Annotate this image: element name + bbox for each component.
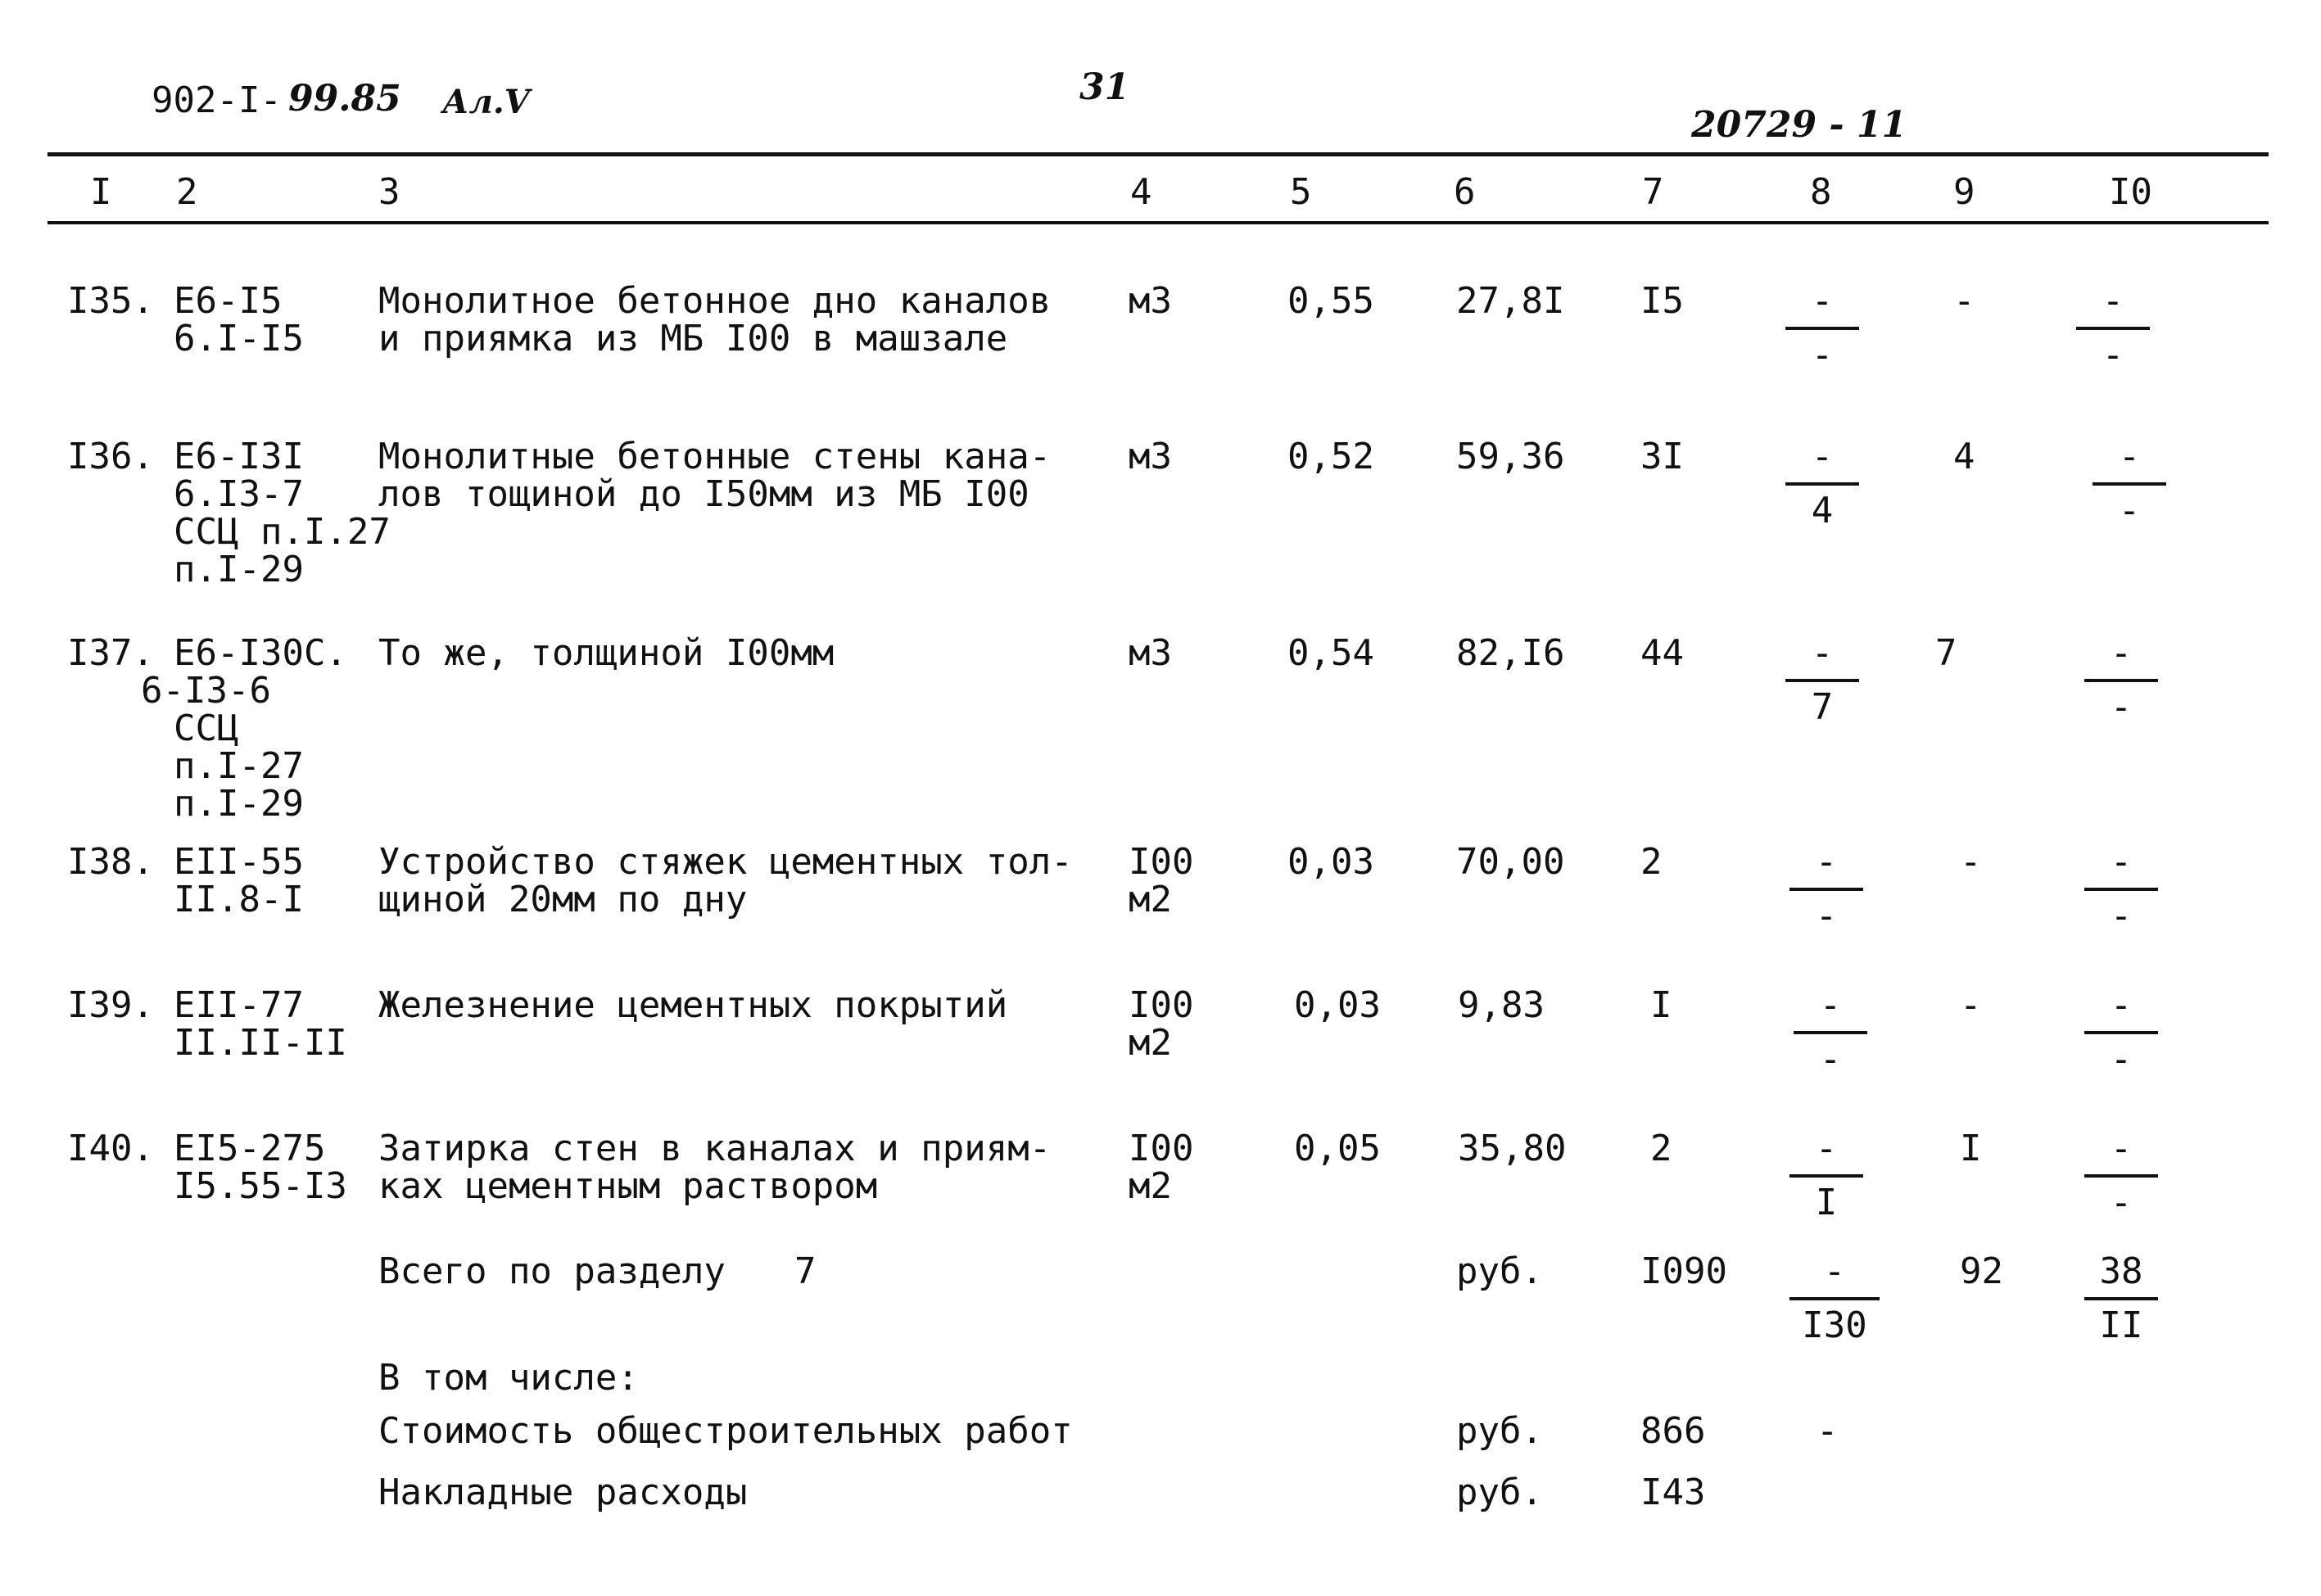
total-cost: I <box>1650 984 1672 1026</box>
price-code: п.I-27 <box>174 745 304 787</box>
unit: м3 <box>1129 632 1172 674</box>
col8-fraction <box>1785 632 1859 728</box>
total-cost: 44 <box>1640 632 1684 674</box>
row-number: I35. <box>67 280 154 322</box>
col8-fraction <box>1785 438 1859 530</box>
unit: м3 <box>1129 280 1172 322</box>
fraction-numerator: - <box>1815 841 1838 883</box>
col9-value: I <box>1960 1128 1982 1169</box>
column-header: 3 <box>378 171 400 213</box>
section-col9-value: 92 <box>1960 1250 2003 1292</box>
price-code: Е6-I5 <box>174 280 283 322</box>
column-header: I0 <box>2109 171 2152 213</box>
price-code: ЕII-77 <box>174 984 304 1026</box>
fraction-numerator: - <box>2110 1128 2133 1169</box>
unit-price: 27,8I <box>1456 280 1565 322</box>
fraction-denominator: - <box>1815 895 1838 937</box>
fraction-bar <box>2084 1297 2158 1300</box>
section-total-cost: I090 <box>1640 1250 1727 1292</box>
price-code: ССЦ <box>174 708 239 749</box>
fraction-bar <box>1785 327 1859 330</box>
unit-price: 59,36 <box>1456 436 1565 477</box>
unit-price: 82,I6 <box>1456 632 1565 674</box>
col10-fraction <box>2084 632 2158 728</box>
work-description: лов тощиной до I50мм из МБ I00 <box>378 473 1029 515</box>
price-code: Е6-I30С. <box>174 632 347 674</box>
fraction-denominator: - <box>2110 1182 2133 1223</box>
unit-price: 9,83 <box>1458 984 1545 1026</box>
fraction-numerator: - <box>2110 632 2133 674</box>
work-description: и приямка из МБ I00 в машзале <box>378 318 1008 359</box>
price-code: ЕI5-275 <box>174 1128 326 1169</box>
col9-value: 4 <box>1953 436 1975 477</box>
unit: м2 <box>1129 879 1172 920</box>
column-header: 2 <box>176 171 198 213</box>
col10-fraction <box>2084 1130 2158 1222</box>
fraction-numerator: - <box>2102 280 2124 322</box>
fraction-denominator: - <box>2118 490 2141 531</box>
price-code: I5.55-I3 <box>174 1165 347 1207</box>
column-header: 4 <box>1130 171 1152 213</box>
quantity: 0,54 <box>1287 632 1374 674</box>
quantity: 0,52 <box>1287 436 1374 477</box>
unit-price: 35,80 <box>1458 1128 1567 1169</box>
section-col10-fraction <box>2084 1250 2158 1346</box>
work-description: Затирка стен в каналах и приям- <box>378 1128 1052 1169</box>
col9-value: - <box>1953 280 1975 322</box>
unit: м2 <box>1129 1022 1172 1064</box>
total-cost: 3I <box>1640 436 1684 477</box>
fraction-bar <box>1789 888 1863 891</box>
column-header: 6 <box>1454 171 1476 213</box>
fraction-bar <box>2084 888 2158 891</box>
unit: I00 <box>1129 1128 1194 1169</box>
page-number: 31 <box>1079 66 1130 108</box>
row-number: I39. <box>67 984 154 1026</box>
work-description: Устройство стяжек цементных тол- <box>378 841 1073 883</box>
fraction-denominator: II <box>2099 1304 2143 1346</box>
section-col8-fraction <box>1789 1250 1880 1346</box>
fraction-denominator: - <box>2110 895 2133 937</box>
work-description: То же, толщиной I00мм <box>378 632 835 674</box>
fraction-bar <box>2084 679 2158 682</box>
col9-value: 7 <box>1935 632 1957 674</box>
column-header: 7 <box>1642 171 1664 213</box>
fraction-numerator: - <box>1823 1250 1846 1292</box>
fraction-bar <box>2084 1174 2158 1178</box>
col8-fraction <box>1785 280 1859 376</box>
general-works-label: Стоимость общестроительных работ <box>378 1410 1073 1452</box>
fraction-numerator: - <box>1815 1128 1838 1169</box>
row-number: I37. <box>67 632 154 674</box>
fraction-numerator: - <box>1811 436 1834 477</box>
overhead-label: Накладные расходы <box>378 1472 748 1513</box>
overhead-cost: I43 <box>1640 1472 1706 1513</box>
general-works-unit: руб. <box>1456 1410 1543 1452</box>
fraction-bar <box>1794 1031 1867 1034</box>
album-handwritten: Ал.V <box>442 83 530 121</box>
unit: м3 <box>1129 436 1172 477</box>
work-description: ках цементным раствором <box>378 1165 878 1207</box>
col10-fraction <box>2076 280 2150 376</box>
col10-fraction <box>2084 984 2158 1080</box>
fraction-denominator: - <box>2110 1038 2133 1080</box>
section-total-unit: руб. <box>1456 1250 1543 1292</box>
table-top-rule <box>48 152 2269 156</box>
work-description: щиной 20мм по дну <box>378 879 748 920</box>
col8-fraction <box>1789 1130 1863 1222</box>
unit-price: 70,00 <box>1456 841 1565 883</box>
price-code: 6-I3-6 <box>141 670 271 712</box>
overhead-unit: руб. <box>1456 1472 1543 1513</box>
work-description: Монолитное бетонное дно каналов <box>378 280 1052 322</box>
price-code: 6.I3-7 <box>174 473 304 515</box>
fraction-denominator: - <box>2102 334 2124 376</box>
section-number: 7 <box>794 1250 817 1292</box>
fraction-numerator: - <box>2110 984 2133 1026</box>
unit: м2 <box>1129 1165 1172 1207</box>
fraction-bar <box>2093 482 2166 486</box>
fraction-denominator: I30 <box>1802 1304 1867 1346</box>
fraction-bar <box>1785 482 1859 486</box>
unit: I00 <box>1129 984 1194 1026</box>
price-code: 6.I-I5 <box>174 318 304 359</box>
fraction-denominator: I <box>1815 1182 1838 1223</box>
price-code: п.I-29 <box>174 783 304 825</box>
fraction-denominator: 4 <box>1811 490 1834 531</box>
column-header: 8 <box>1810 171 1832 213</box>
fraction-bar <box>2076 327 2150 330</box>
column-header: 5 <box>1290 171 1312 213</box>
document-code: 902-I- <box>152 79 282 121</box>
col8-fraction <box>1789 843 1863 935</box>
col10-fraction <box>2093 438 2166 530</box>
fraction-denominator: - <box>1811 334 1834 376</box>
price-code: II.II-II <box>174 1022 347 1064</box>
fraction-numerator: - <box>1819 984 1842 1026</box>
document-code-handwritten: 99.85 <box>288 78 401 120</box>
col10-fraction <box>2084 843 2158 935</box>
work-description: Железнение цементных покрытий <box>378 984 1008 1026</box>
price-code: ЕII-55 <box>174 841 304 883</box>
price-code: п.I-29 <box>174 549 304 590</box>
fraction-bar <box>2084 1031 2158 1034</box>
fraction-denominator: 7 <box>1811 686 1834 728</box>
section-total-label: Всего по разделу <box>378 1250 726 1292</box>
quantity: 0,03 <box>1294 984 1381 1026</box>
fraction-numerator: - <box>1811 280 1834 322</box>
quantity: 0,05 <box>1294 1128 1381 1169</box>
price-code: II.8-I <box>174 879 304 920</box>
row-number: I40. <box>67 1128 154 1169</box>
quantity: 0,55 <box>1287 280 1374 322</box>
fraction-numerator: - <box>1811 632 1834 674</box>
fraction-bar <box>1789 1297 1880 1300</box>
col8-fraction <box>1794 984 1867 1080</box>
fraction-bar <box>1785 679 1859 682</box>
fraction-denominator: - <box>2110 686 2133 728</box>
general-works-cost: 866 <box>1640 1410 1706 1452</box>
column-header: 9 <box>1953 171 1975 213</box>
quantity: 0,03 <box>1287 841 1374 883</box>
fraction-bar <box>1789 1174 1863 1178</box>
col9-value: - <box>1960 984 1982 1026</box>
total-cost: I5 <box>1640 280 1684 322</box>
column-header: I <box>90 171 112 213</box>
general-works-col8: - <box>1817 1410 1839 1452</box>
row-number: I36. <box>67 436 154 477</box>
fraction-denominator: - <box>1819 1038 1842 1080</box>
work-description: Монолитные бетонные стены кана- <box>378 436 1052 477</box>
including-label: В том числе: <box>378 1357 639 1399</box>
unit: I00 <box>1129 841 1194 883</box>
price-code: ССЦ п.I.27 <box>174 511 391 553</box>
col9-value: - <box>1960 841 1982 883</box>
fraction-numerator: 38 <box>2099 1250 2143 1292</box>
fraction-numerator: - <box>2118 436 2141 477</box>
project-number: 20729 - 11 <box>1691 104 1907 146</box>
fraction-numerator: - <box>2110 841 2133 883</box>
total-cost: 2 <box>1650 1128 1672 1169</box>
price-code: Е6-I3I <box>174 436 304 477</box>
table-header-rule <box>48 221 2269 224</box>
total-cost: 2 <box>1640 841 1663 883</box>
row-number: I38. <box>67 841 154 883</box>
